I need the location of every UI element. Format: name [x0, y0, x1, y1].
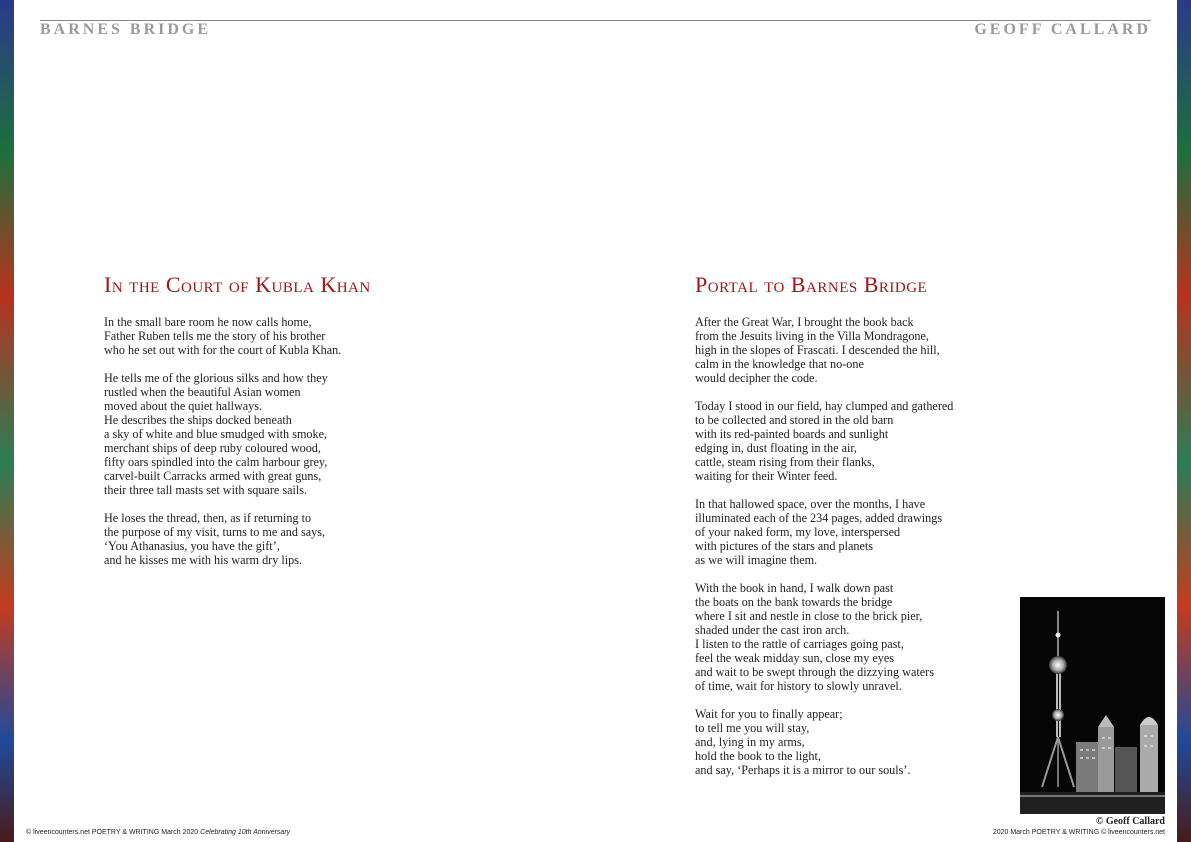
footer-left-italic: Celebrating 10th Anniversary — [200, 829, 291, 836]
poem-line: where I sit and nestle in close to the brick pier, — [695, 609, 923, 623]
poem-line: and, lying in my arms, — [695, 735, 805, 749]
stanza — [695, 707, 953, 777]
poem-line: a sky of white and blue smudged with smoke, — [104, 427, 328, 441]
poem-line: as we will imagine them. — [695, 553, 818, 567]
poem-line: and say, ‘Perhaps it is a mirror to our souls’. — [695, 763, 911, 777]
poem-line: their three tall masts set with square sails. — [104, 483, 308, 497]
poem-body-right — [695, 315, 953, 791]
poem-line: Today I stood in our field, hay clumped and gathered — [695, 399, 954, 413]
poem-line: to tell me you will stay, — [695, 721, 810, 735]
footer-left — [26, 829, 290, 836]
poem-line: shaded under the cast iron arch. — [695, 623, 850, 637]
stanza — [104, 511, 341, 567]
poem-line: In the small bare room he now calls home, — [104, 315, 312, 329]
stanza — [695, 497, 953, 567]
poem-line: of your naked form, my love, interspersed — [695, 525, 901, 539]
poem-line: the purpose of my visit, turns to me and says, — [104, 525, 326, 539]
poem-line: With the book in hand, I walk down past — [695, 581, 894, 595]
poem-line: of time, wait for history to slowly unravel. — [695, 679, 902, 693]
stanza — [104, 315, 341, 357]
poem-line: edging in, dust floating in the air, — [695, 441, 857, 455]
stanza — [695, 581, 953, 693]
footer-right: 2020 March POETRY & WRITING © liveencounters.net — [992, 829, 1165, 836]
poem-line: moved about the quiet hallways. — [104, 399, 263, 413]
poem-line: hold the book to the light, — [695, 749, 821, 763]
running-head-right: GEOFF CALLARD — [974, 21, 1151, 38]
photo-credit: © Geoff Callard — [1095, 816, 1165, 827]
poem-line: cattle, steam rising from their flanks, — [695, 455, 875, 469]
poem-line: who he set out with for the court of Kubla Khan. — [104, 343, 342, 357]
poem-line: After the Great War, I brought the book back — [695, 315, 914, 329]
stanza — [695, 399, 953, 483]
poem-line: the boats on the bank towards the bridge — [695, 595, 893, 609]
footer-left-text: © liveencounters.net POETRY & WRITING March 2020 — [26, 829, 199, 836]
poem-line: illuminated each of the 234 pages, added drawings — [695, 511, 943, 525]
poem-line: fifty oars spindled into the calm harbour grey, — [104, 455, 328, 469]
poem-line: carvel-built Carracks armed with great guns, — [104, 469, 322, 483]
poem-line: waiting for their Winter feed. — [695, 469, 838, 483]
poem-line: ‘You Athanasius, you have the gift’, — [104, 539, 280, 553]
poem-line: I listen to the rattle of carriages going past, — [695, 637, 904, 651]
poem-line: rustled when the beautiful Asian women — [104, 385, 301, 399]
poem-line: with its red-painted boards and sunlight — [695, 427, 889, 441]
running-head-left: BARNES BRIDGE — [40, 21, 212, 38]
poem-line: He describes the ships docked beneath — [104, 413, 292, 427]
poem-line: to be collected and stored in the old barn — [695, 413, 894, 427]
tv-tower-icon — [1020, 597, 1165, 814]
poem-line: calm in the knowledge that no-one — [695, 357, 864, 371]
poem-title-right: Portal to Barnes Bridge — [695, 272, 928, 297]
poem-line: Father Ruben tells me the story of his brother — [104, 329, 326, 343]
poem-line: feel the weak midday sun, close my eyes — [695, 651, 894, 665]
poem-line: merchant ships of deep ruby coloured wood, — [104, 441, 321, 455]
stanza — [695, 315, 953, 385]
poem-line: high in the slopes of Frascati. I descended the hill, — [695, 343, 940, 357]
poem-line: from the Jesuits living in the Villa Mondragone, — [695, 329, 929, 343]
poem-line: He tells me of the glorious silks and how they — [104, 371, 328, 385]
poem-line: In that hallowed space, over the months, I have — [695, 497, 926, 511]
poem-title-left: In the Court of Kubla Khan — [104, 272, 371, 297]
poem-line: He loses the thread, then, as if returning to — [104, 511, 312, 525]
stanza — [104, 371, 341, 497]
poem-body-left — [104, 315, 341, 581]
poem-line: and he kisses me with his warm dry lips. — [104, 553, 303, 567]
poem-line: would decipher the code. — [695, 371, 818, 385]
night-skyline-photo — [1020, 597, 1165, 814]
poem-line: and wait to be swept through the dizzying waters — [695, 665, 934, 679]
poem-line: Wait for you to finally appear; — [695, 707, 843, 721]
poem-line: with pictures of the stars and planets — [695, 539, 874, 553]
